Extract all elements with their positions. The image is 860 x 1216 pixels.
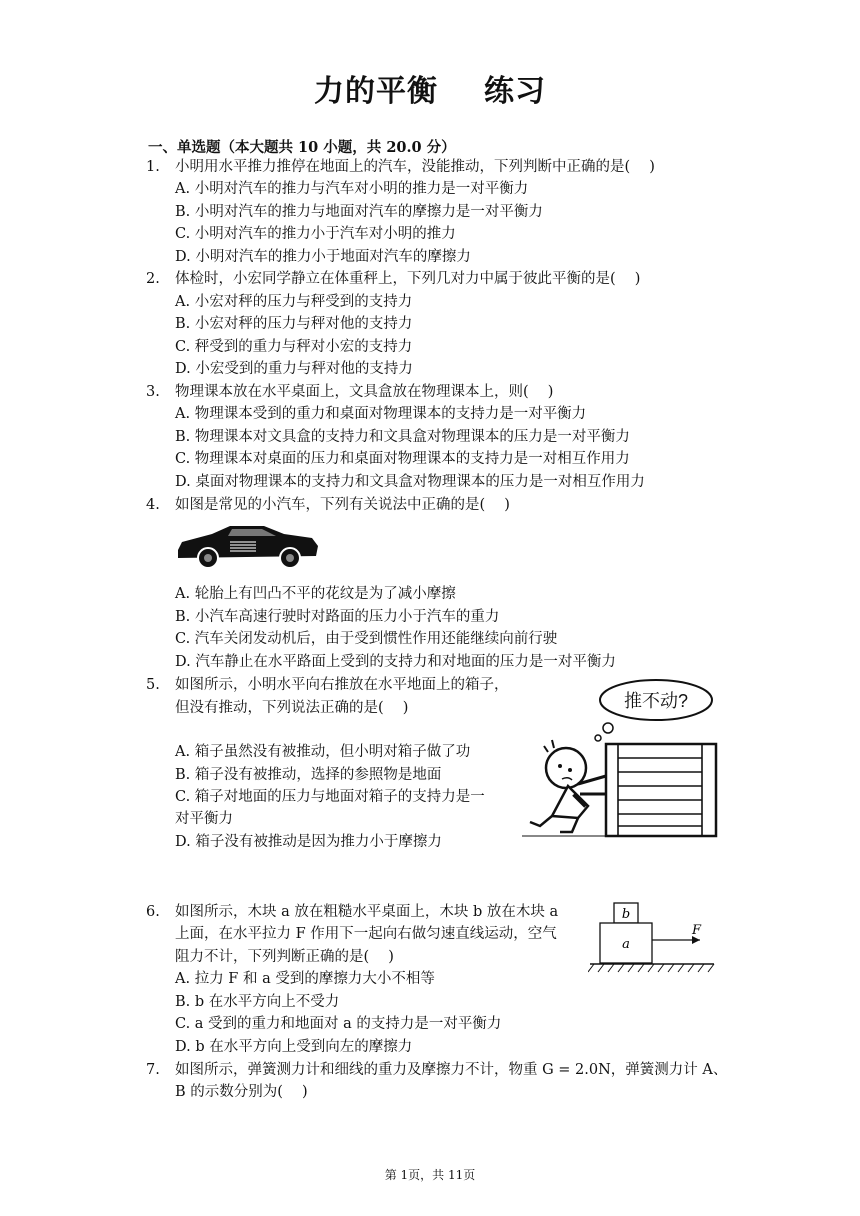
option-c: C. 汽车关闭发动机后，由于受到惯性作用还能继续向前行驶 — [175, 631, 558, 647]
question-number: 5. — [146, 677, 160, 693]
option-a: A. 物理课本受到的重力和桌面对物理课本的支持力是一对平衡力 — [175, 406, 587, 422]
question-number: 2. — [146, 271, 160, 287]
option-a: A. 轮胎上有凹凸不平的花纹是为了减小摩擦 — [175, 586, 456, 602]
option-c-continued: 对平衡力 — [175, 811, 233, 827]
question-stem-line-2: 但没有推动，下列说法正确的是( ) — [175, 700, 409, 716]
option-d: D. 小宏受到的重力与秤对他的支持力 — [175, 361, 413, 377]
question-number: 7. — [146, 1062, 160, 1078]
option-a: A. 箱子虽然没有被推动，但小明对箱子做了功 — [175, 744, 471, 760]
option-b: B. b 在水平方向上不受力 — [175, 994, 340, 1010]
question-number: 6. — [146, 904, 160, 920]
page-footer: 第 1页，共 11页 — [384, 1168, 476, 1182]
question-stem: 小明用水平推力推停在地面上的汽车，没能推动，下列判断中正确的是( ) — [175, 159, 655, 175]
question-stem: 物理课本放在水平桌面上，文具盒放在物理课本上，则( ) — [175, 384, 554, 400]
option-c: C. a 受到的重力和地面对 a 的支持力是一对平衡力 — [175, 1016, 502, 1032]
sports-car-image — [172, 520, 320, 574]
question-stem-line-2: B 的示数分别为( ) — [175, 1084, 308, 1100]
question-stem: 体检时，小宏同学静立在体重秤上，下列几对力中属于彼此平衡的是( ) — [175, 271, 641, 287]
option-d: D. b 在水平方向上受到向左的摩擦力 — [175, 1039, 413, 1055]
option-b: B. 小汽车高速行驶时对路面的压力小于汽车的重力 — [175, 609, 500, 625]
option-c: C. 物理课本对桌面的压力和桌面对物理课本的支持力是一对相互作用力 — [175, 451, 630, 467]
question-stem-line-2: 上面，在水平拉力 F 作用下一起向右做匀速直线运动，空气 — [175, 926, 557, 942]
question-stem-line-3: 阻力不计，下列判断正确的是( ) — [175, 949, 394, 965]
option-d: D. 汽车静止在水平路面上受到的支持力和对地面的压力是一对平衡力 — [175, 654, 616, 670]
section-heading: 一、单选题（本大题共 10 小题，共 20.0 分） — [148, 139, 456, 156]
label-a: a — [622, 937, 630, 952]
bubble-text: 推不动? — [623, 691, 689, 711]
label-b: b — [621, 907, 631, 922]
option-a: A. 小宏对秤的压力与秤受到的支持力 — [175, 294, 413, 310]
question-stem-line-1: 如图所示，弹簧测力计和细线的重力及摩擦力不计，物重 G = 2.0N，弹簧测力计 A、 — [175, 1062, 728, 1078]
question-stem-line-1: 如图所示，小明水平向右推放在水平地面上的箱子， — [175, 677, 509, 693]
block-diagram — [588, 900, 718, 976]
option-d: D. 小明对汽车的推力小于地面对汽车的摩擦力 — [175, 249, 471, 265]
option-b: B. 小明对汽车的推力与地面对汽车的摩擦力是一对平衡力 — [175, 204, 543, 220]
option-b: B. 箱子没有被推动，选择的参照物是地面 — [175, 767, 442, 783]
title-part1: 力的平衡 — [314, 74, 438, 109]
page-title — [0, 66, 860, 110]
option-d: D. 箱子没有被推动是因为推力小于摩擦力 — [175, 834, 442, 850]
option-c: C. 小明对汽车的推力小于汽车对小明的推力 — [175, 226, 456, 242]
boy-pushing-box-image — [522, 676, 722, 838]
title-part2: 练习 — [484, 74, 546, 109]
option-c: C. 秤受到的重力与秤对小宏的支持力 — [175, 339, 413, 355]
option-b: B. 小宏对秤的压力与秤对他的支持力 — [175, 316, 413, 332]
option-d: D. 桌面对物理课本的支持力和文具盒对物理课本的压力是一对相互作用力 — [175, 474, 645, 490]
question-number: 1. — [146, 159, 160, 175]
question-stem: 如图是常见的小汽车，下列有关说法中正确的是( ) — [175, 497, 510, 513]
option-a: A. 拉力 F 和 a 受到的摩擦力大小不相等 — [175, 971, 435, 987]
option-a: A. 小明对汽车的推力与汽车对小明的推力是一对平衡力 — [175, 181, 529, 197]
option-c: C. 箱子对地面的压力与地面对箱子的支持力是一 — [175, 789, 485, 805]
question-number: 3. — [146, 384, 160, 400]
question-number: 4. — [146, 497, 160, 513]
option-b: B. 物理课本对文具盒的支持力和文具盒对物理课本的压力是一对平衡力 — [175, 429, 630, 445]
label-F: F — [692, 923, 702, 938]
question-stem-line-1: 如图所示，木块 a 放在粗糙水平桌面上，木块 b 放在木块 a — [175, 904, 559, 920]
